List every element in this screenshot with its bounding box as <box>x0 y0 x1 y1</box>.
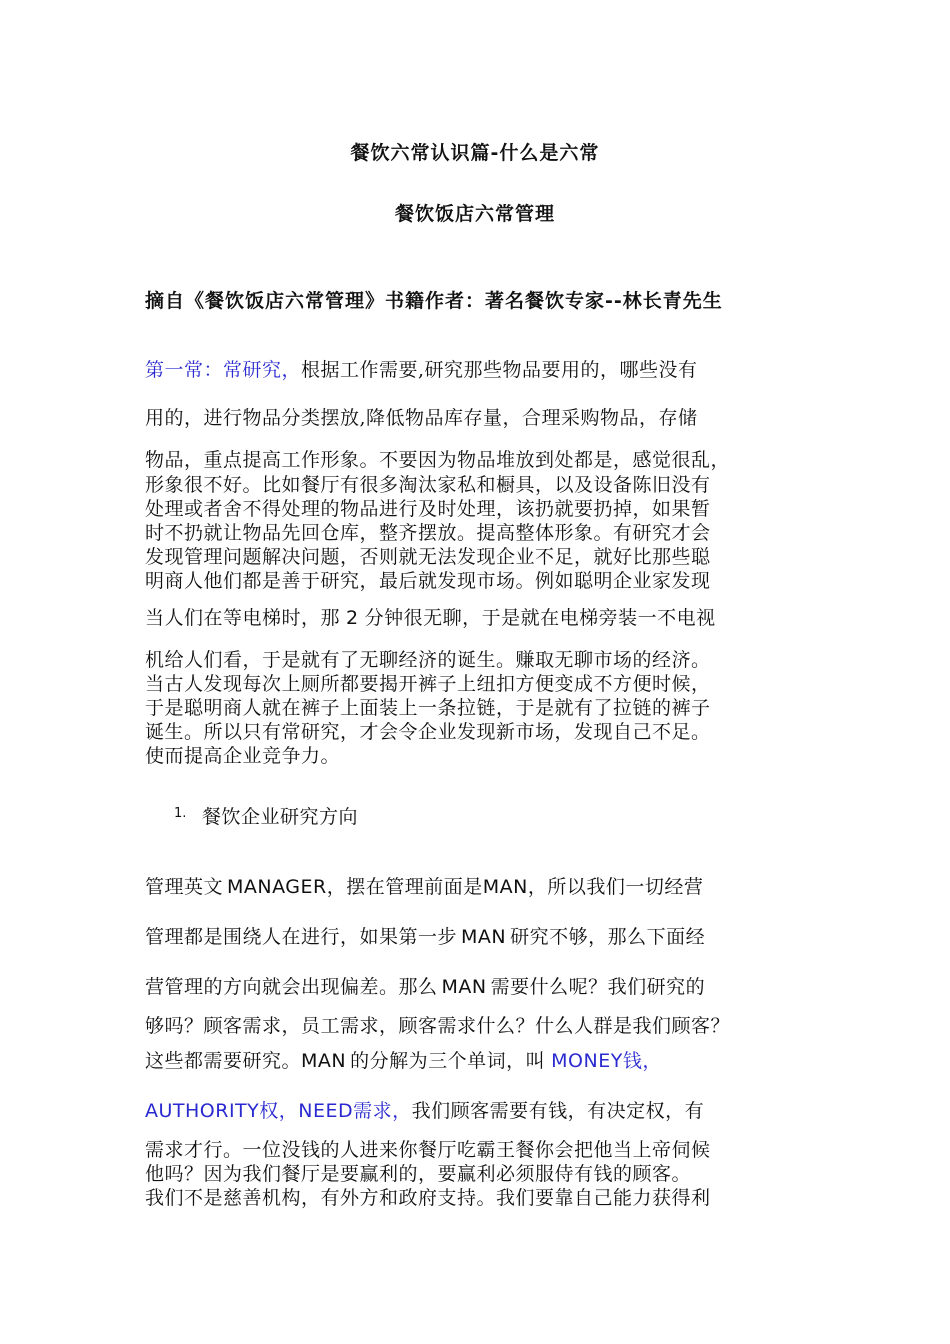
first-principle-label: 第一常：常研究， <box>145 359 302 381</box>
document-subtitle: 餐饮饭店六常管理 <box>394 203 555 225</box>
para2-line4: 够吗？顾客需求，员工需求，顾客需求什么？什么人群是我们顾客？ <box>145 1015 731 1037</box>
document-title: 餐饮六常认识篇-什么是六常 <box>350 142 600 164</box>
para1-line7: 发现管理问题解决问题，否则就无法发现企业不足，就好比那些聪 <box>145 546 711 568</box>
para1-line10: 机给人们看，于是就有了无聊经济的诞生。赚取无聊市场的经济。 <box>145 649 711 671</box>
para1-line2: 用的，进行物品分类摆放,降低物品库存量，合理采购物品，存储 <box>145 407 698 429</box>
money-keyword: MONEY <box>551 1050 623 1072</box>
para1-line3: 物品，重点提高工作形象。不要因为物品堆放到处都是，感觉很乱， <box>145 449 731 471</box>
need-keyword: NEED <box>298 1100 354 1122</box>
para1-line9: 当人们在等电梯时，那 2 分钟很无聊，于是就在电梯旁装一不电视 <box>145 607 716 629</box>
para1-line1: 第一常：常研究，根据工作需要,研究那些物品要用的，哪些没有 <box>145 359 698 381</box>
para1-line8: 明商人他们都是善于研究，最后就发现市场。例如聪明企业家发现 <box>145 570 711 592</box>
source-line: 摘自《餐饮饭店六常管理》书籍作者：著名餐饮专家--林长青先生 <box>145 290 723 312</box>
para1-line14: 使而提高企业竞争力。 <box>145 745 341 767</box>
para2-line8: 他吗？因为我们餐厅是要赢利的，要赢利必须服侍有钱的顾客。 <box>145 1163 692 1185</box>
para1-line4: 形象很不好。比如餐厅有很多淘汰家私和橱具，以及设备陈旧没有 <box>145 474 711 496</box>
para2-line3: 营管理的方向就会出现偏差。那么 MAN 需要什么呢？我们研究的 <box>145 976 706 998</box>
para1-line13: 诞生。所以只有常研究，才会令企业发现新市场，发现自己不足。 <box>145 721 711 743</box>
para2-line6: AUTHORITY权，NEED需求，我们顾客需要有钱，有决定权，有 <box>145 1100 705 1122</box>
para2-line7: 需求才行。一位没钱的人进来你餐厅吃霸王餐你会把他当上帝伺候 <box>145 1139 711 1161</box>
para1-line6: 时不扔就让物品先回仓库，整齐摆放。提高整体形象。有研究才会 <box>145 522 711 544</box>
para2-line9: 我们不是慈善机构，有外方和政府支持。我们要靠自己能力获得利 <box>145 1187 711 1209</box>
list-item-number: 1. <box>174 806 187 821</box>
para1-line12: 于是聪明商人就在裤子上面装上一条拉链，于是就有了拉链的裤子 <box>145 697 711 719</box>
para1-line5: 处理或者舍不得处理的物品进行及时处理，该扔就要扔掉，如果暂 <box>145 498 711 520</box>
para2-line1: 管理英文 MANAGER，摆在管理前面是MAN，所以我们一切经营 <box>145 876 704 898</box>
para2-line5: 这些都需要研究。MAN 的分解为三个单词，叫 MONEY钱， <box>145 1050 662 1072</box>
para1-line11: 当古人发现每次上厕所都要揭开裤子上纽扣方便变成不方便时候， <box>145 673 711 695</box>
para2-line2: 管理都是围绕人在进行，如果第一步 MAN 研究不够，那么下面经 <box>145 926 706 948</box>
authority-keyword: AUTHORITY <box>145 1100 260 1122</box>
list-item-text: 餐饮企业研究方向 <box>202 806 359 828</box>
